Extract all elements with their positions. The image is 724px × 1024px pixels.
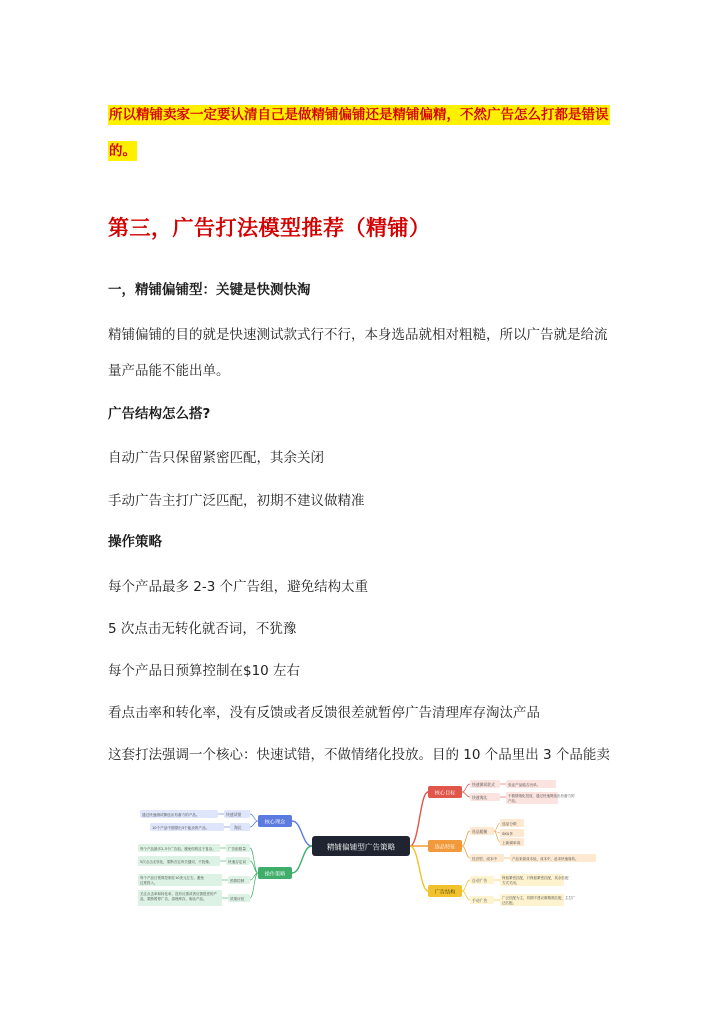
svg-text:自动广告: 自动广告 [472, 877, 488, 883]
svg-text:手动广告: 手动广告 [472, 897, 488, 903]
connector-core-goal [410, 792, 428, 846]
svg-text:选品粗糙: 选品粗糙 [472, 828, 488, 834]
svg-text:选品分散: 选品分散 [502, 821, 517, 826]
svg-text:操作策略: 操作策略 [264, 871, 286, 878]
svg-text:广告结构: 广告结构 [434, 889, 456, 896]
svg-text:经济型、成本中: 经济型、成本中 [472, 856, 498, 861]
svg-text:保留紧密匹配，只保留紧密匹配，其余匹配 方式关闭: 保留紧密匹配，只保留紧密匹配，其余匹配 方式关闭。 [502, 876, 569, 885]
mindmap-node-product [428, 840, 462, 852]
section-title: 第三，广告打法模型推荐（精铺） [108, 216, 431, 240]
svg-text:SKU多: SKU多 [502, 831, 514, 836]
strategy-item: 这套打法强调一个核心：快速试错，不做情绪化投放。目的 10 个品里出 3 个品能卖 [108, 747, 610, 763]
mindmap-node-strategy [258, 867, 292, 879]
connector-core-idea [292, 821, 312, 846]
connector-strategy [292, 846, 312, 873]
mindmap-leaf-value: 验证产品能否出单。 [508, 782, 541, 787]
svg-text:预算控制: 预算控制 [230, 878, 245, 883]
svg-text:淘汰: 淘汰 [234, 824, 242, 830]
svg-text:广告组数量: 广告组数量 [228, 846, 246, 851]
highlight-warning-line-1: 所以精铺卖家一定要认清自己是做精铺偏铺还是精铺偏精，不然广告怎么打都是错误 [109, 107, 609, 123]
structure-heading: 广告结构怎么搭? [108, 406, 211, 422]
svg-text:选品特征: 选品特征 [434, 844, 456, 851]
mind-map [134, 772, 604, 910]
connector-ad-structure [410, 846, 428, 891]
svg-text:关注点击率和转化率，没有反馈或者反馈很差的产 品: 关注点击率和转化率，没有反馈或者反馈很差的产 品，果断暂停广告，清理库存，淘汰产品。 [140, 892, 217, 901]
svg-text:广泛匹配为主，初期不建议做精准匹配，主打广 泛匹: 广泛匹配为主，初期不建议做精准匹配，主打广 泛匹配。 [502, 896, 576, 905]
intro-line-1: 精铺偏铺的目的就是快速测试款式行不行，本身选品就相对粗糙，所以广告就是给流 [108, 327, 608, 343]
strategy-item: 看点击率和转化率，没有反馈或者反馈很差就暂停广告清理库存淘汰产品 [108, 705, 540, 721]
svg-text:核心目标: 核心目标 [434, 790, 456, 797]
svg-text:快速否定词: 快速否定词 [228, 859, 246, 864]
svg-text:10个产品中期望出3个能卖的产品。: 10个产品中期望出3个能卖的产品。 [152, 825, 210, 830]
svg-text:5次点击无转化，果断否定该关键词，不犹豫。: 5次点击无转化，果断否定该关键词，不犹豫。 [140, 859, 213, 864]
svg-text:上新频率高: 上新频率高 [502, 840, 521, 845]
svg-text:快速试错: 快速试错 [226, 811, 242, 817]
structure-auto: 自动广告只保留紧密匹配，其余关闭 [108, 450, 324, 466]
mindmap-node-core-goal [428, 786, 462, 798]
mindmap-center-label: 精铺偏铺型广告策略 [326, 842, 396, 852]
strategy-item: 5 次点击无转化就否词，不犹豫 [108, 621, 297, 637]
mindmap-leaf-value: 不做情绪化投放，通过快速筛选出有潜力的 产品。 [508, 794, 575, 803]
mindmap-node-core-idea [258, 815, 292, 827]
svg-text:每个产品最多2-3个广告组，避免结构过于复杂。: 每个产品最多2-3个广告组，避免结构过于复杂。 [140, 846, 216, 851]
svg-text:核心理念: 核心理念 [264, 819, 286, 826]
subsection-title: 一，精铺偏铺型：关键是快测快淘 [108, 282, 311, 298]
mindmap-center-node [312, 836, 410, 856]
mindmap-leaf-key: 快速淘汰 [472, 794, 488, 800]
highlight-warning-line-2: 的。 [109, 143, 136, 159]
svg-text:每个产品日预算控制在10美元左右，避免 过度投入: 每个产品日预算控制在10美元左右，避免 过度投入。 [140, 876, 204, 885]
strategy-heading: 操作策略 [108, 534, 162, 550]
strategy-item: 每个产品最多 2-3 个广告组，避免结构太重 [108, 579, 369, 595]
intro-line-2: 量产品能不能出单。 [108, 363, 230, 379]
svg-text:产品来源成本低、成本中，追求快速周转。: 产品来源成本低、成本中，追求快速周转。 [512, 856, 579, 861]
mindmap-node-ad-structure [428, 885, 462, 897]
strategy-item: 每个产品日预算控制在$10 左右 [108, 663, 301, 679]
svg-text:效果评估: 效果评估 [230, 896, 245, 901]
structure-manual: 手动广告主打广泛匹配，初期不建议做精准 [108, 493, 365, 509]
mindmap-leaf-key: 快速测试款式 [472, 781, 495, 787]
svg-text:通过快速测试筛选出有潜力的产品。: 通过快速测试筛选出有潜力的产品。 [142, 812, 200, 817]
